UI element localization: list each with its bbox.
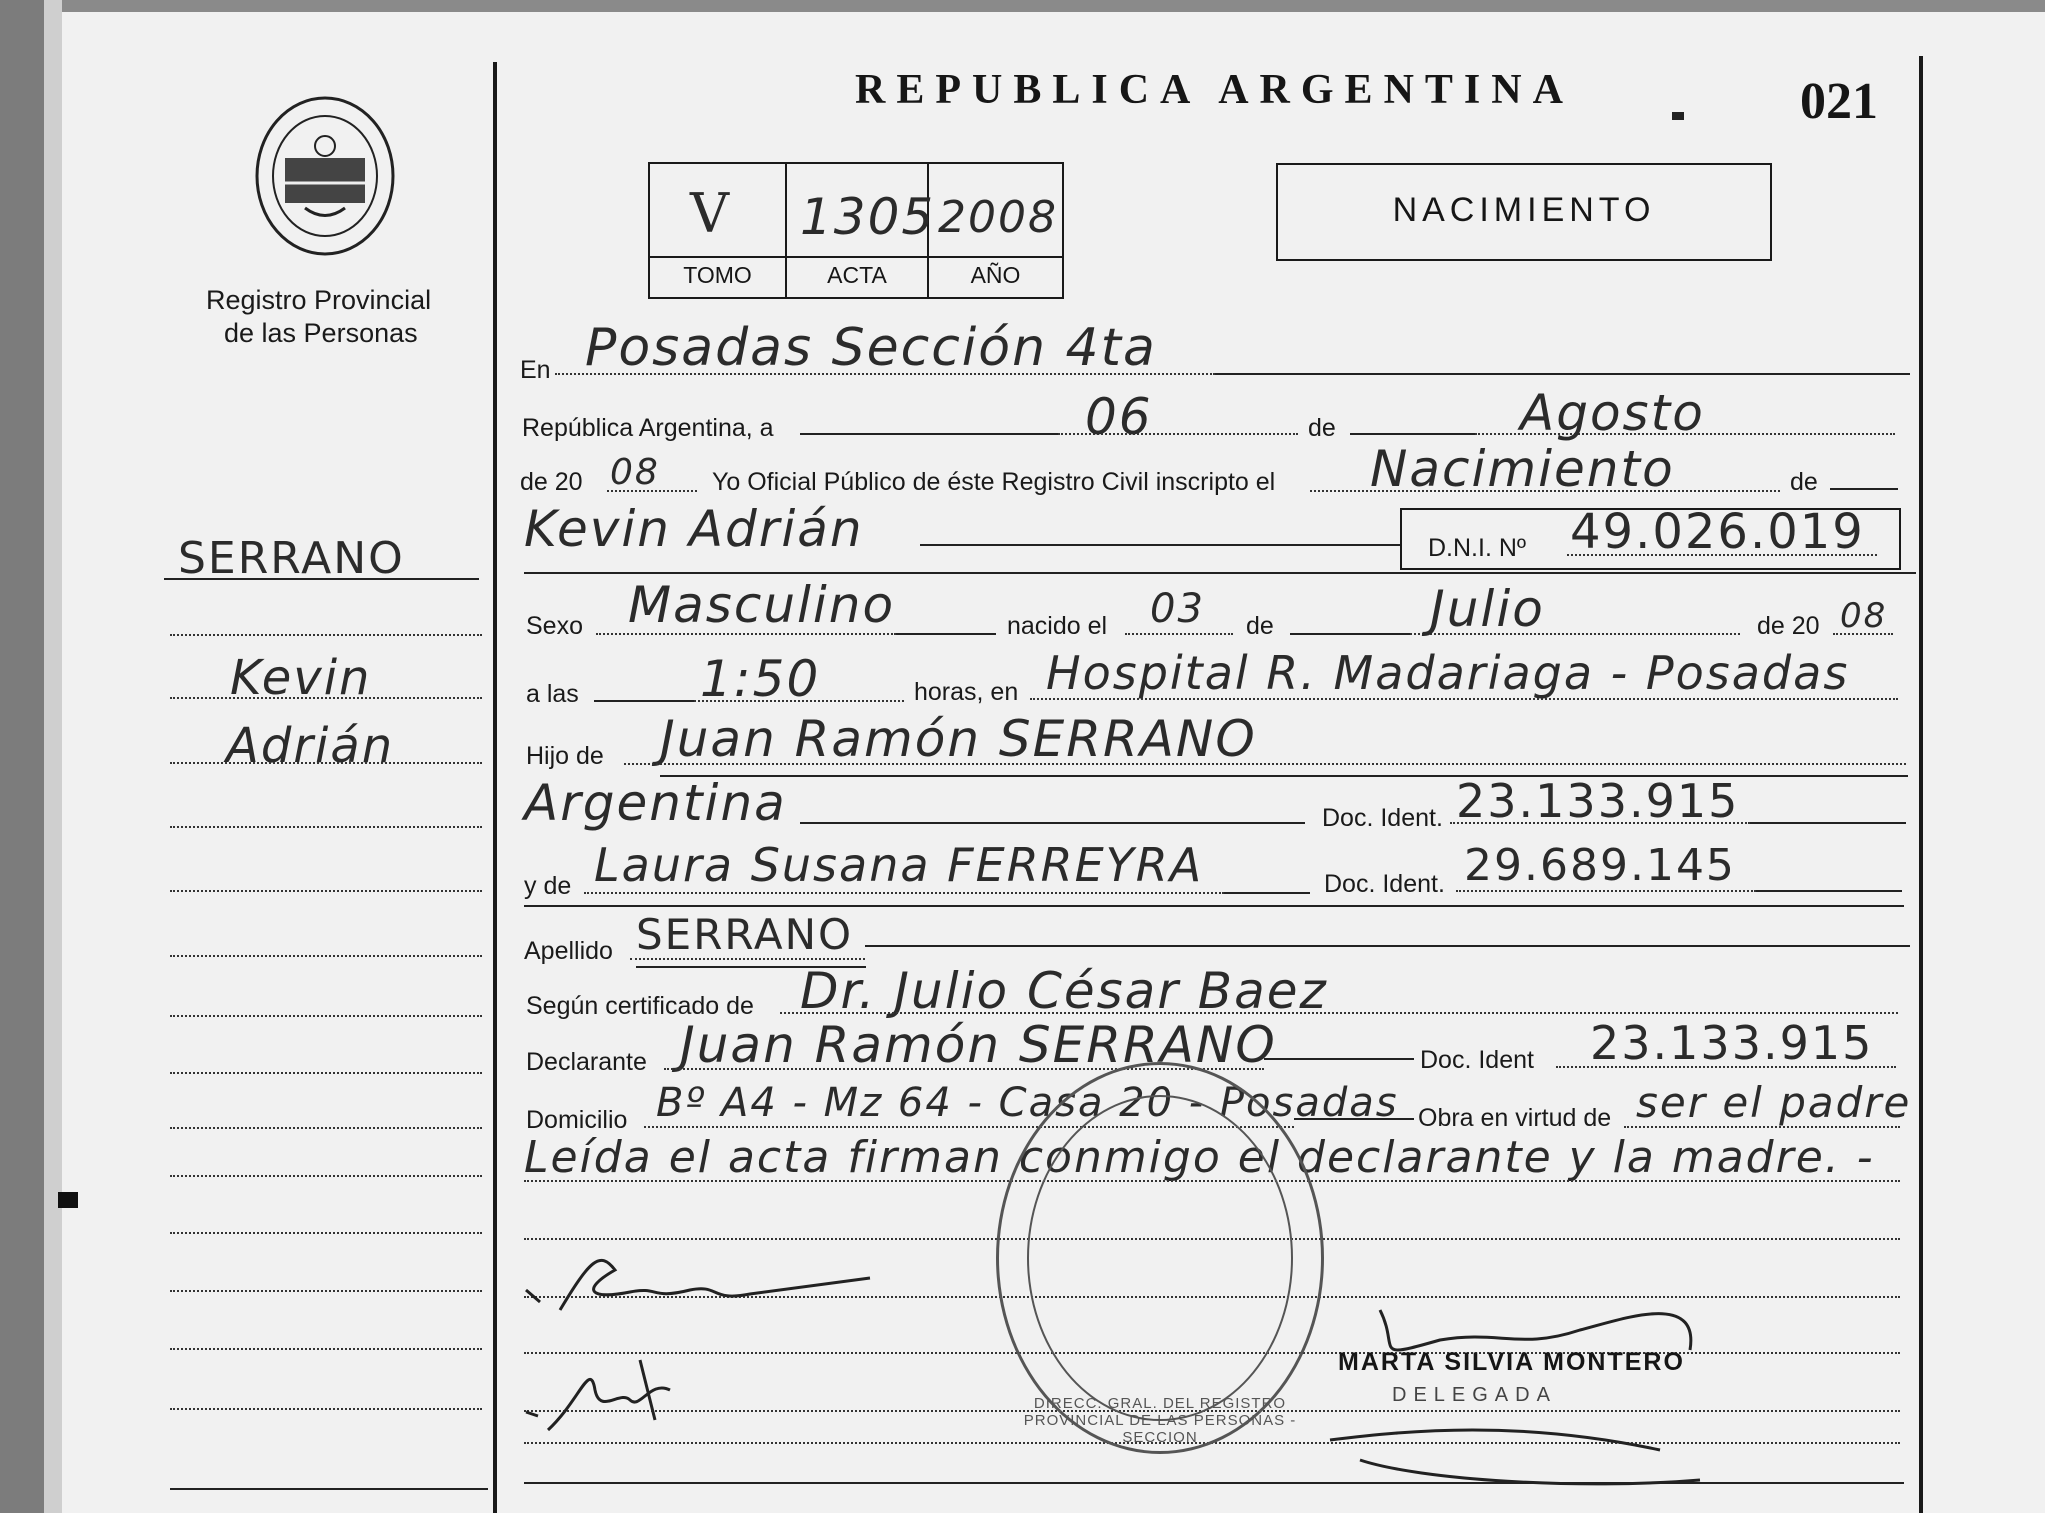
scan-top-edge (0, 0, 2045, 12)
nacido-month: Julio (1430, 580, 1545, 638)
padre-doc: 23.133.915 (1456, 774, 1740, 828)
en-label: En (520, 356, 551, 384)
segun-label: Según certificado de (526, 992, 754, 1020)
doc-label: Doc. Ident. (1322, 804, 1443, 832)
doc-label-3: Doc. Ident (1420, 1046, 1534, 1074)
child-name: Kevin Adrián (524, 500, 864, 558)
de-label: de (1308, 414, 1336, 442)
horas-label: horas, en (914, 678, 1019, 706)
segun-value: Dr. Julio César Baez (800, 962, 1328, 1020)
signature-icon (520, 1240, 880, 1460)
sheet-number: 021 (1800, 73, 1878, 130)
padre-nacionalidad: Argentina (524, 774, 787, 832)
ink-mark (58, 1192, 78, 1208)
document-type-box (1276, 163, 1772, 261)
acta-label: ACTA (827, 262, 887, 288)
book-binding-shadow (44, 0, 62, 1513)
oficial-label: Yo Oficial Público de éste Registro Civil inscripto el (712, 468, 1276, 496)
declarante-label: Declarante (526, 1048, 647, 1076)
leida-value: Leída el acta firman conmigo el declarante y la madre. - (524, 1132, 1875, 1183)
apellido-value: SERRANO (636, 910, 854, 959)
madre-value: Laura Susana FERREYRA (594, 838, 1204, 892)
nacido-label: nacido el (1007, 612, 1108, 640)
margin-given-name-2: Adrián (226, 718, 395, 774)
declarante-value: Juan Ramón SERRANO (680, 1016, 1277, 1074)
country-title: REPUBLICA ARGENTINA (855, 67, 1574, 113)
document-type: NACIMIENTO (1392, 191, 1656, 229)
sexo-value: Masculino (628, 576, 896, 634)
obra-value: ser el padre (1636, 1078, 1912, 1127)
declarante-doc: 23.133.915 (1590, 1016, 1874, 1070)
margin-surname: SERRANO (178, 533, 405, 584)
book-binding-edge (0, 0, 44, 1513)
day-value: 06 (1085, 388, 1153, 446)
registry-name-line1: Registro Provincial (206, 285, 432, 315)
dni-label: D.N.I. Nº (1428, 534, 1527, 562)
hora-value: 1:50 (700, 650, 821, 708)
acta-value: 1305 (800, 188, 936, 246)
right-border-rule (1919, 56, 1923, 1513)
registry-name-line2: de las Personas (224, 318, 418, 348)
alas-label: a las (526, 680, 579, 708)
doc-label-2: Doc. Ident. (1324, 870, 1445, 898)
anio-label: AÑO (970, 262, 1021, 288)
yde-label: y de (524, 872, 572, 900)
month-value: Agosto (1520, 384, 1705, 442)
domicilio-value: Bº A4 - Mz 64 - Casa 20 - Posadas (656, 1080, 1399, 1126)
en-value: Posadas Sección 4ta (585, 318, 1157, 378)
dni-value: 49.026.019 (1570, 504, 1865, 560)
republica-label: República Argentina, a (522, 414, 774, 442)
de-label-2: de (1790, 468, 1818, 496)
stamp-text: DIRECC. GRAL. DEL REGISTRO PROVINCIAL DE LAS PERSONAS - SECCION (1023, 1395, 1297, 1446)
de20-label-2: de 20 (1757, 612, 1820, 640)
de20-label: de 20 (520, 468, 583, 496)
padre-value: Juan Ramón SERRANO (660, 710, 1257, 768)
madre-doc: 29.689.145 (1464, 840, 1736, 891)
anio-value: 2008 (938, 192, 1058, 243)
apellido-label: Apellido (524, 937, 613, 965)
record-box (648, 162, 1064, 299)
margin-given-name-1: Kevin (230, 650, 372, 706)
domicilio-label: Domicilio (526, 1106, 628, 1134)
registry-stamp (996, 1062, 1324, 1454)
inscripto-value: Nacimiento (1370, 440, 1675, 498)
province-seal-icon (245, 88, 405, 258)
nacido-year: 08 (1840, 596, 1888, 636)
official-title: DELEGADA (1392, 1384, 1557, 1406)
margin-rule (493, 62, 497, 1513)
dni-box (1400, 504, 1901, 570)
official-name: MARTA SILVIA MONTERO (1338, 1348, 1685, 1376)
hijo-label: Hijo de (526, 742, 604, 770)
year-value: 08 (610, 452, 660, 493)
lugar-value: Hospital R. Madariaga - Posadas (1046, 646, 1850, 700)
tomo-label: TOMO (683, 262, 752, 288)
ink-mark (1672, 112, 1684, 120)
obra-label: Obra en virtud de (1418, 1104, 1612, 1132)
de-label-3: de (1246, 612, 1274, 640)
sexo-label: Sexo (526, 612, 583, 640)
tomo-value: V (690, 182, 731, 245)
nacido-day: 03 (1150, 586, 1205, 632)
